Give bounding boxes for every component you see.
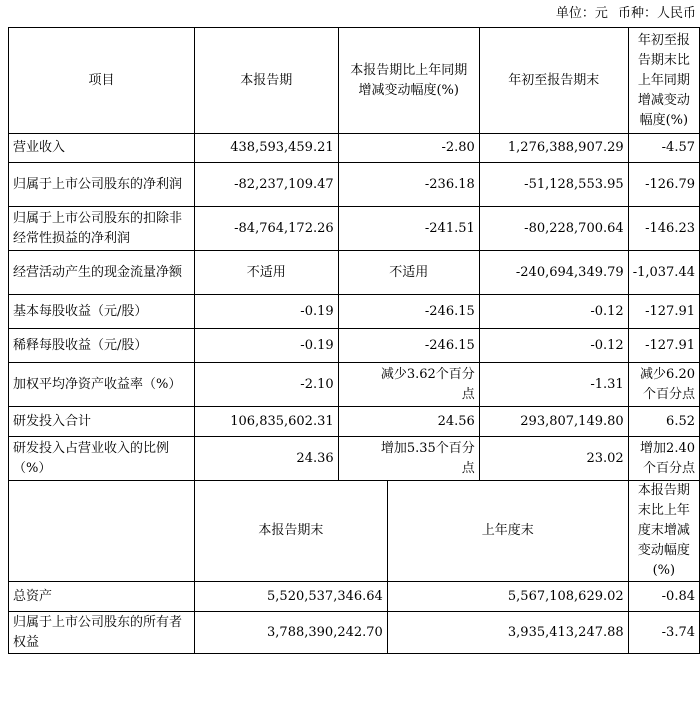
row-current: 不适用 [194,251,338,295]
table-row [9,163,700,207]
header2-item-blank [9,481,195,582]
table-row [9,207,700,251]
header-current: 本报告期 [194,28,338,134]
row-label: 归属于上市公司股东的所有者权益 [9,612,195,654]
row-ytd: 293,807,149.80 [479,407,628,437]
row-ytd: -240,694,349.79 [479,251,628,295]
row-ytd: 1,276,388,907.29 [479,134,628,163]
row-change: -246.15 [338,329,479,363]
row-label: 总资产 [9,582,195,612]
row-ytd-change: -126.79 [628,163,699,207]
table-row [9,612,700,654]
unit-line [550,6,696,22]
row-change: 不适用 [338,251,479,295]
header-item: 项目 [9,28,195,134]
header-ytd-change: 年初至报告期末比上年同期增减变动幅度(%) [628,28,699,134]
row-label: 研发投入占营业收入的比例（%） [9,437,195,481]
row-change: -236.18 [338,163,479,207]
header-current-change: 本报告期比上年同期增减变动幅度(%) [338,28,479,134]
unit-label: 单位：元 [555,6,608,21]
row-current: 438,593,459.21 [194,134,338,163]
header2-prior-year-end: 上年度末 [387,481,628,582]
currency-label: 币种：人民币 [617,6,696,21]
row-ytd: -0.12 [479,329,628,363]
header2-change: 本报告期末比上年度末增减变动幅度(%) [628,481,699,582]
row-ytd-change: -127.91 [628,295,699,329]
row-prior-year-end: 3,935,413,247.88 [387,612,628,654]
row-change: 增加5.35个百分点 [338,437,479,481]
table-row [9,407,700,437]
table-row [9,363,700,407]
header-ytd: 年初至报告期末 [479,28,628,134]
financial-table [8,27,700,654]
row-prior-year-end: 5,567,108,629.02 [387,582,628,612]
row-ytd-change: -4.57 [628,134,699,163]
row-ytd-change: -1,037.44 [628,251,699,295]
row-label: 基本每股收益（元/股） [9,295,195,329]
table-row [9,295,700,329]
row-change: -2.80 [338,134,479,163]
header-row [9,28,700,134]
row-ytd: -80,228,700.64 [479,207,628,251]
row-current: 106,835,602.31 [194,407,338,437]
row-ytd-change: 增加2.40个百分点 [628,437,699,481]
table-row [9,251,700,295]
row-change: 24.56 [338,407,479,437]
row-ytd: -0.12 [479,295,628,329]
row-change: -3.74 [628,612,699,654]
row-label: 经营活动产生的现金流量净额 [9,251,195,295]
row-change: 减少3.62个百分点 [338,363,479,407]
row-ytd: -51,128,553.95 [479,163,628,207]
row-ytd-change: -146.23 [628,207,699,251]
row-period-end: 5,520,537,346.64 [194,582,387,612]
row-label: 营业收入 [9,134,195,163]
row-current: 24.36 [194,437,338,481]
row-ytd-change: -127.91 [628,329,699,363]
row-current: -0.19 [194,295,338,329]
row-label: 稀释每股收益（元/股） [9,329,195,363]
row-ytd-change: 6.52 [628,407,699,437]
row-ytd: 23.02 [479,437,628,481]
row-ytd: -1.31 [479,363,628,407]
table-row [9,582,700,612]
row-change: -0.84 [628,582,699,612]
row-current: -2.10 [194,363,338,407]
row-period-end: 3,788,390,242.70 [194,612,387,654]
row-ytd-change: 减少6.20个百分点 [628,363,699,407]
header-row-2 [9,481,700,582]
header2-period-end: 本报告期末 [194,481,387,582]
table-row [9,437,700,481]
row-change: -241.51 [338,207,479,251]
row-label: 加权平均净资产收益率（%） [9,363,195,407]
row-current: -82,237,109.47 [194,163,338,207]
row-label: 归属于上市公司股东的扣除非经常性损益的净利润 [9,207,195,251]
row-change: -246.15 [338,295,479,329]
row-current: -84,764,172.26 [194,207,338,251]
table-row [9,329,700,363]
row-label: 归属于上市公司股东的净利润 [9,163,195,207]
row-current: -0.19 [194,329,338,363]
table-row [9,134,700,163]
row-label: 研发投入合计 [9,407,195,437]
